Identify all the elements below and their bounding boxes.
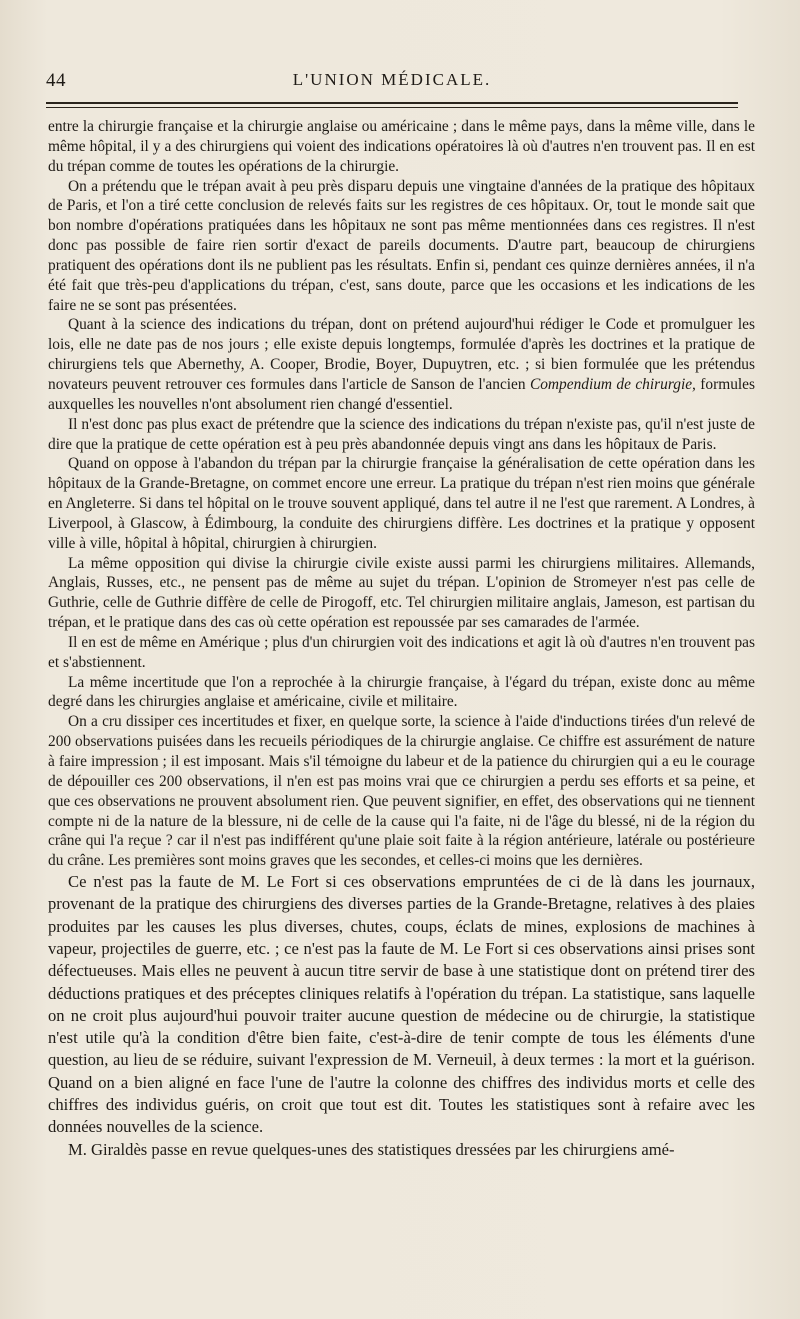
- paragraph: Quand on oppose à l'abandon du trépan par la chirurgie française la généralisation de cette opération dans les hôpitaux de la Grande-Bretagne, on commet encore une erreur. La pratique du trépan n'est rien moins que générale en Angleterre. Si dans tel hôpital on le trouve souvent appliqué, dans tel autre il ne l'est que rarement. A Londres, à Liverpool, à Glascow, à Édimbourg, la conduite des chirurgiens diffère. Les doctrines et la pratique y opposent ville à ville, hôpital à hôpital, chirurgien à chirurgien.: [48, 455, 755, 552]
- book-title: Compendium de chirurgie,: [529, 375, 696, 393]
- paragraph: Ce n'est pas la faute de M. Le Fort si ces observations empruntées de ci de là dans les journaux, provenant de la pratique des chirurgiens des diverses parties de la Grande-Bretagne, relatives à des plaies produites par les causes les plus diverses, chutes, coups, éclats de mines, explosions de machines à vapeur, projectiles de guerre, etc. ; ce n'est pas la faute de M. Le Fort si ces observations ainsi prises sont défectueuses. Mais elles ne peuvent à aucun titre servir de base à une statistique dont on prétend tirer des déductions pratiques et des préceptes cliniques relatifs à l'opération du trépan. La statistique, sans laquelle on ne croit plus aujourd'hui pouvoir traiter aucune question de médecine ou de chirurgie, la statistique n'est utile qu'à la condition d'être bien faite, c'est-à-dire de tenir compte de tous les éléments d'une question, au lieu de se réduire, suivant l'expression de M. Verneuil, à deux termes : la mort et la guérison. Quand on a bien aligné en face l'une de l'autre la colonne des chiffres des individus morts et celle des chiffres des individus guéris, on croit que tout est dit. Toutes les statistiques sont à refaire avec les données nouvelles de la science.: [48, 872, 755, 1137]
- paragraph: La même incertitude que l'on a reprochée à la chirurgie française, à l'égard du trépan, existe donc au même degré dans les chirurgies anglaise et américaine, civile et militaire.: [48, 673, 755, 711]
- paragraph: [48, 315, 755, 414]
- paragraph: M. Giraldès passe en revue quelques-unes des statistiques dressées par les chirurgiens amé-: [68, 1139, 675, 1159]
- paragraph: On a cru dissiper ces incertitudes et fixer, en quelque sorte, la science à l'aide d'inductions tirées d'un relevé de 200 observations puisées dans les recueils périodiques de la chirurgie anglaise. Ce chiffre est assurément de nature à faire impression ; il est imposant. Mais s'il témoigne du labeur et de la patience du chirurgien qui a eu le courage de dépouiller ces 200 observations, il n'en est pas moins vrai que ce chirurgien a perdu ses efforts et sa peine, et que ces observations ne prouvent absolument rien. Que peuvent signifier, en effet, des observations qui ne tiennent compte ni de la nature de la blessure, ni de celle de la cause qui l'a faite, ni de l'âge du blessé, ni de la région du crâne qui l'a reçue ? car il n'est pas indifférent qu'une plaie soit faite à la région antérieure, latérale ou postérieure du crâne. Les premières sont moins graves que les secondes, et celles-ci moins que les dernières.: [48, 713, 755, 870]
- running-title: L'UNION MÉDICALE.: [292, 70, 492, 89]
- page-header: [46, 70, 738, 100]
- paragraph: La même opposition qui divise la chirurgie civile existe aussi parmi les chirurgiens militaires. Allemands, Anglais, Russes, etc., ne pensent pas de même au sujet du trépan. L'opinion de Stromeyer n'est pas celle de Guthrie, celle de Guthrie diffère de celle de Pirogoff, etc. Tel chirurgien militaire anglais, Jameson, est partisan du trépan, et le pratique dans des cas où cette opération est repoussée par ses camarades de l'armée.: [48, 554, 755, 632]
- page-number: 44: [46, 70, 66, 91]
- paragraph-text: Quant à la science des indications du trépan, dont on prétend aujourd'hui rédiger le Code et promulguer les lois, elle ne date pas de nos jours ; elle existe depuis longtemps, formulée d'après les doctrines et la pratique de chirurgiens tels que Abernethy, A. Cooper, Brodie, Boyer, Dupuytren, etc. ; si bien formulée que les prétendus novateurs peuvent retrouver ces formules dans l'article de Sanson de l'ancien: [48, 316, 755, 393]
- paragraph: Il en est de même en Amérique ; plus d'un chirurgien voit des indications et agit là où d'autres n'en trouvent pas et s'abstiennent.: [48, 633, 755, 671]
- paragraph-text: formules auxquelles les nouvelles n'ont absolument rien changé d'essentiel.: [48, 375, 755, 413]
- paragraph: entre la chirurgie française et la chirurgie anglaise ou américaine ; dans le même pays, dans la même ville, dans le même hôpital, il y a des chirurgiens qui voient des indications opératoires là où d'autres n'en trouvent pas. Il en est du trépan comme de toutes les opérations de la chirurgie.: [48, 118, 755, 175]
- header-rule: [46, 102, 738, 104]
- paragraph: On a prétendu que le trépan avait à peu près disparu depuis une vingtaine d'années de la pratique des hôpitaux de Paris, et l'on a tiré cette conclusion de relevés faits sur les registres de ces hôpitaux. Or, tout le monde sait que bon nombre d'opérations pratiquées dans les hôpitaux ne sont pas même mentionnées dans ces registres. Il n'est donc pas possible de faire rien sortir d'exact de pareils documents. D'autre part, beaucoup de chirurgiens pratiquent des opérations dont ils ne publient pas les résultats. Enfin si, pendant ces quinze dernières années, il n'a été fait que très-peu d'applications du trépan, c'est, sans doute, parce que les occasions et les indications de les faire ne se sont pas présentées.: [48, 177, 755, 314]
- paragraph: Il n'est donc pas plus exact de prétendre que la science des indications du trépan n'existe pas, qu'il n'est juste de dire que la pratique de cette opération est à peu près abandonnée depuis vingt ans dans les hôpitaux de Paris.: [48, 415, 755, 453]
- header-rule-thin: [46, 107, 738, 108]
- article-body: [48, 117, 755, 1161]
